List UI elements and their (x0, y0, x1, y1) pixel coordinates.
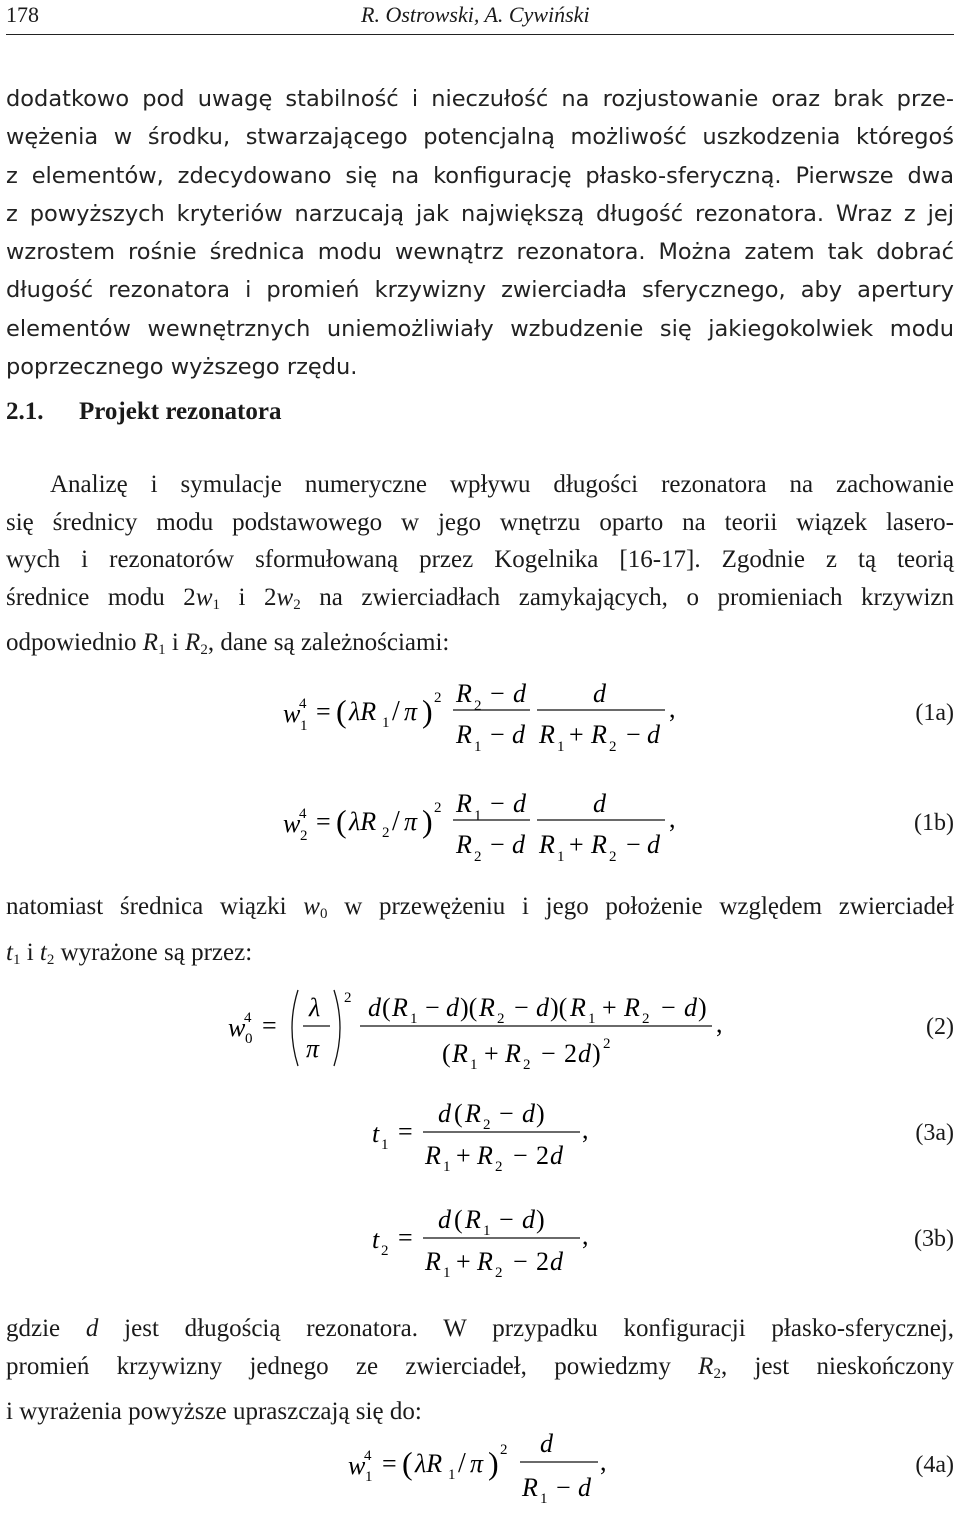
svg-text:d: d (593, 679, 606, 708)
equation-3b-number: (3b) (914, 1226, 954, 1252)
svg-text:−: − (490, 679, 505, 708)
svg-text:2: 2 (381, 1243, 389, 1259)
svg-text:+: + (456, 1141, 471, 1170)
svg-text:1: 1 (557, 849, 565, 865)
svg-text:+: + (569, 720, 584, 749)
svg-text:π: π (470, 1449, 484, 1478)
svg-text:R: R (539, 720, 555, 749)
intro-line-6: długość rezonatora i promień krzywizny zwierciadła sferycznego, aby apertury (6, 277, 954, 304)
outro-paragraph (6, 1310, 954, 1431)
svg-text:−: − (499, 1205, 514, 1234)
svg-text:4: 4 (299, 696, 307, 712)
svg-text:d: d (540, 1429, 553, 1458)
svg-text:π: π (404, 807, 418, 836)
svg-text:R: R (456, 720, 472, 749)
svg-text:R: R (591, 720, 607, 749)
equation-2 (0, 980, 960, 1090)
equation-3a (0, 1090, 960, 1200)
svg-text:1: 1 (410, 1011, 418, 1027)
svg-text:d: d (512, 720, 525, 749)
svg-text:w: w (348, 1451, 366, 1480)
svg-text:R: R (477, 1247, 493, 1276)
svg-text:2: 2 (344, 990, 352, 1006)
svg-text:(: ( (402, 1445, 413, 1481)
svg-text:2: 2 (495, 1265, 503, 1281)
svg-text:): ) (422, 693, 433, 729)
svg-text:,: , (669, 694, 676, 723)
svg-text:): ) (592, 1039, 601, 1068)
header-rule (6, 34, 954, 35)
svg-text:λR: λR (349, 697, 377, 726)
analysis-line-5: odpowiednio $R_1$ i $R_2$, dane są zależnościami: (6, 629, 450, 658)
svg-text:−: − (425, 993, 440, 1022)
analysis-line-1: Analizę i symulacje numeryczne wpływu długości rezonatora na zachowanie (50, 471, 954, 498)
svg-text:d: d (512, 830, 525, 859)
svg-text:2: 2 (497, 1011, 505, 1027)
mid-paragraph (6, 888, 954, 979)
svg-text:R: R (522, 1473, 538, 1502)
svg-text:1: 1 (300, 718, 308, 734)
svg-text:/: / (392, 806, 400, 837)
svg-text:−: − (490, 830, 505, 859)
svg-text:w: w (283, 809, 301, 838)
svg-text:=: = (316, 697, 331, 726)
svg-text:−: − (661, 993, 676, 1022)
svg-text:(: ( (454, 1205, 463, 1234)
svg-text:R: R (505, 1039, 521, 1068)
svg-text:(: ( (382, 993, 391, 1022)
svg-text:R: R (591, 830, 607, 859)
equation-2-formula (0, 980, 900, 1090)
svg-text:−: − (490, 789, 505, 818)
equation-3b-formula (0, 1196, 900, 1306)
svg-text:R: R (479, 993, 495, 1022)
svg-text:d: d (438, 1205, 451, 1234)
svg-text:2: 2 (609, 849, 617, 865)
svg-text:2: 2 (300, 828, 308, 844)
svg-text:,: , (669, 804, 676, 833)
svg-text:d: d (368, 993, 381, 1022)
svg-text:1: 1 (588, 1011, 596, 1027)
outro-line-3: i wyrażenia powyższe upraszczają się do: (6, 1398, 422, 1425)
svg-text:d: d (684, 993, 697, 1022)
svg-text:d: d (536, 993, 549, 1022)
svg-text:+: + (602, 993, 617, 1022)
svg-text:=: = (398, 1117, 413, 1146)
equation-3b (0, 1196, 960, 1306)
svg-text:R: R (465, 1099, 481, 1128)
svg-text:d: d (550, 1247, 563, 1276)
svg-text:): ) (536, 1099, 545, 1128)
svg-text:−: − (626, 830, 641, 859)
intro-line-2: wężenia w środku, stwarzającego potencjalną możliwość uszkodzenia któregoś (6, 124, 954, 151)
svg-text:t: t (372, 1119, 380, 1148)
intro-line-4: z powyższych kryteriów narzucają jak największą długość rezonatora. Wraz z jej (6, 200, 954, 227)
svg-text:R: R (465, 1205, 481, 1234)
equation-1b-number: (1b) (914, 810, 954, 836)
equation-1b-formula (0, 782, 900, 892)
svg-text:=: = (262, 1011, 277, 1040)
svg-text:π: π (404, 697, 418, 726)
svg-text:d: d (593, 789, 606, 818)
mid-line-1: natomiast średnica wiązki $w_0$ w przewężeniu i jego położenie względem zwierciadeł (6, 893, 954, 922)
svg-text:2: 2 (536, 1141, 549, 1170)
svg-text:=: = (316, 807, 331, 836)
svg-text:λR: λR (415, 1449, 443, 1478)
svg-text:2: 2 (483, 1117, 491, 1133)
svg-text:(: ( (336, 803, 347, 839)
analysis-line-2: się średnicy modu podstawowego w jego wnętrzu oparto na teorii wiązek lasero- (6, 508, 954, 536)
svg-text:2: 2 (609, 739, 617, 755)
section-title: Projekt rezonatora (79, 398, 282, 425)
svg-text:,: , (716, 1009, 723, 1038)
svg-text:/: / (392, 696, 400, 727)
mid-line-2: $t_1$ i $t_2$ wyrażone są przez: (6, 938, 253, 968)
svg-text:d: d (438, 1099, 451, 1128)
svg-text:1: 1 (483, 1223, 491, 1239)
svg-text:−: − (513, 1247, 528, 1276)
svg-text:R: R (425, 1141, 441, 1170)
svg-text:π: π (306, 1034, 320, 1063)
svg-text:)(: )( (460, 993, 478, 1022)
analysis-paragraph (6, 466, 954, 670)
svg-text:,: , (582, 1115, 589, 1144)
svg-text:λ: λ (309, 993, 321, 1022)
page-number: 178 (6, 2, 39, 27)
svg-text:1: 1 (470, 1057, 478, 1073)
svg-text:2: 2 (564, 1039, 577, 1068)
svg-text:1: 1 (443, 1265, 451, 1281)
svg-text:d: d (446, 993, 459, 1022)
svg-text:2: 2 (474, 698, 482, 714)
equation-1a-number: (1a) (915, 700, 954, 726)
svg-text:1: 1 (382, 715, 390, 731)
svg-text:R: R (456, 789, 472, 818)
svg-text:0: 0 (245, 1031, 253, 1047)
svg-text:4: 4 (299, 806, 307, 822)
outro-line-2: promień krzywizny jednego ze zwierciadeł, powiedzmy $R_2$, jest nieskończony (6, 1352, 955, 1382)
svg-text:1: 1 (474, 739, 482, 755)
svg-text:2: 2 (434, 800, 442, 816)
svg-text:d: d (522, 1205, 535, 1234)
intro-line-1: dodatkowo pod uwagę stabilność i nieczułość na rozjustowanie oraz brak prze- (6, 86, 954, 112)
svg-text:−: − (541, 1039, 556, 1068)
equation-3a-formula (0, 1090, 900, 1200)
svg-text:4: 4 (364, 1448, 372, 1464)
svg-text:+: + (569, 830, 584, 859)
svg-text:+: + (456, 1247, 471, 1276)
svg-text:t: t (372, 1225, 380, 1254)
svg-text:+: + (484, 1039, 499, 1068)
svg-text:2: 2 (536, 1247, 549, 1276)
analysis-line-4: średnice modu $2w_1$ i $2w_2$ na zwierciadłach zamykających, o promieniach krzywizn (6, 583, 955, 613)
svg-text:−: − (499, 1099, 514, 1128)
svg-text:R: R (456, 830, 472, 859)
svg-text:R: R (452, 1039, 468, 1068)
svg-text:d: d (647, 830, 660, 859)
svg-text:,: , (582, 1221, 589, 1250)
svg-text:R: R (624, 993, 640, 1022)
svg-text:): ) (488, 1445, 499, 1481)
svg-text:d: d (550, 1141, 563, 1170)
equation-4a-number: (4a) (915, 1452, 954, 1478)
svg-text:−: − (556, 1473, 571, 1502)
svg-text:(: ( (336, 693, 347, 729)
equation-2-number: (2) (926, 1014, 954, 1040)
svg-text:(: ( (442, 1039, 451, 1068)
intro-line-8: poprzecznego wyższego rzędu. (6, 354, 358, 381)
outro-line-1: gdzie d jest długością rezonatora. W przypadku konfiguracji płasko-sferycznej, (6, 1315, 954, 1342)
equation-3a-number: (3a) (915, 1120, 954, 1146)
svg-text:1: 1 (365, 1469, 373, 1485)
svg-text:=: = (398, 1223, 413, 1252)
svg-text:1: 1 (443, 1159, 451, 1175)
svg-text:1: 1 (540, 1491, 548, 1507)
svg-text:/: / (458, 1448, 466, 1479)
equation-1b (0, 782, 960, 892)
svg-text:R: R (477, 1141, 493, 1170)
intro-paragraph (6, 80, 954, 386)
page-header (0, 0, 960, 34)
section-heading (6, 398, 281, 426)
svg-text:d: d (513, 789, 526, 818)
svg-text:−: − (626, 720, 641, 749)
svg-text:1: 1 (474, 808, 482, 824)
svg-text:=: = (382, 1449, 397, 1478)
svg-text:): ) (698, 993, 707, 1022)
svg-text:1: 1 (381, 1137, 389, 1153)
section-number: 2.1. (6, 398, 44, 425)
svg-text:2: 2 (382, 825, 390, 841)
svg-text:d: d (513, 679, 526, 708)
svg-text:2: 2 (642, 1011, 650, 1027)
svg-text:R: R (392, 993, 408, 1022)
svg-text:d: d (522, 1099, 535, 1128)
svg-text:2: 2 (500, 1442, 508, 1458)
equation-4a-formula (0, 1420, 900, 1517)
svg-text:): ) (536, 1205, 545, 1234)
intro-line-7: elementów wewnętrznych uniemożliwiały wzbudzenie się jakiegokolwiek modu (6, 315, 954, 342)
svg-text:w: w (228, 1013, 246, 1042)
svg-text:4: 4 (244, 1010, 252, 1026)
svg-text:−: − (513, 1141, 528, 1170)
svg-text:d: d (578, 1473, 591, 1502)
svg-text:1: 1 (448, 1467, 456, 1483)
svg-text:w: w (283, 699, 301, 728)
svg-text:2: 2 (523, 1057, 531, 1073)
svg-text:−: − (490, 720, 505, 749)
svg-text:d: d (647, 720, 660, 749)
svg-text:)(: )( (550, 993, 568, 1022)
svg-text:R: R (570, 993, 586, 1022)
equation-1a (0, 672, 960, 782)
svg-text:,: , (600, 1447, 607, 1476)
equation-1a-formula (0, 672, 900, 782)
svg-text:R: R (456, 679, 472, 708)
intro-line-5: wzrostem rośnie średnica modu wewnątrz rezonatora. Można zatem tak dobrać (6, 239, 954, 266)
svg-text:R: R (425, 1247, 441, 1276)
svg-text:λR: λR (349, 807, 377, 836)
svg-text:d: d (578, 1039, 591, 1068)
svg-text:1: 1 (557, 739, 565, 755)
svg-text:(: ( (454, 1099, 463, 1128)
equation-4a (0, 1420, 960, 1530)
svg-text:2: 2 (603, 1036, 611, 1052)
analysis-line-3: wych i rezonatorów sformułowaną przez Kogelnika [16-17]. Zgodnie z tą teorią (6, 546, 954, 573)
svg-text:2: 2 (434, 690, 442, 706)
svg-text:2: 2 (474, 849, 482, 865)
svg-text:−: − (514, 993, 529, 1022)
svg-text:2: 2 (495, 1159, 503, 1175)
svg-text:R: R (539, 830, 555, 859)
running-title: R. Ostrowski, A. Cywiński (361, 2, 590, 27)
svg-text:): ) (422, 803, 433, 839)
intro-line-3: z elementów, zdecydowano się na konfigurację płasko-sferyczną. Pierwsze dwa (6, 162, 954, 189)
